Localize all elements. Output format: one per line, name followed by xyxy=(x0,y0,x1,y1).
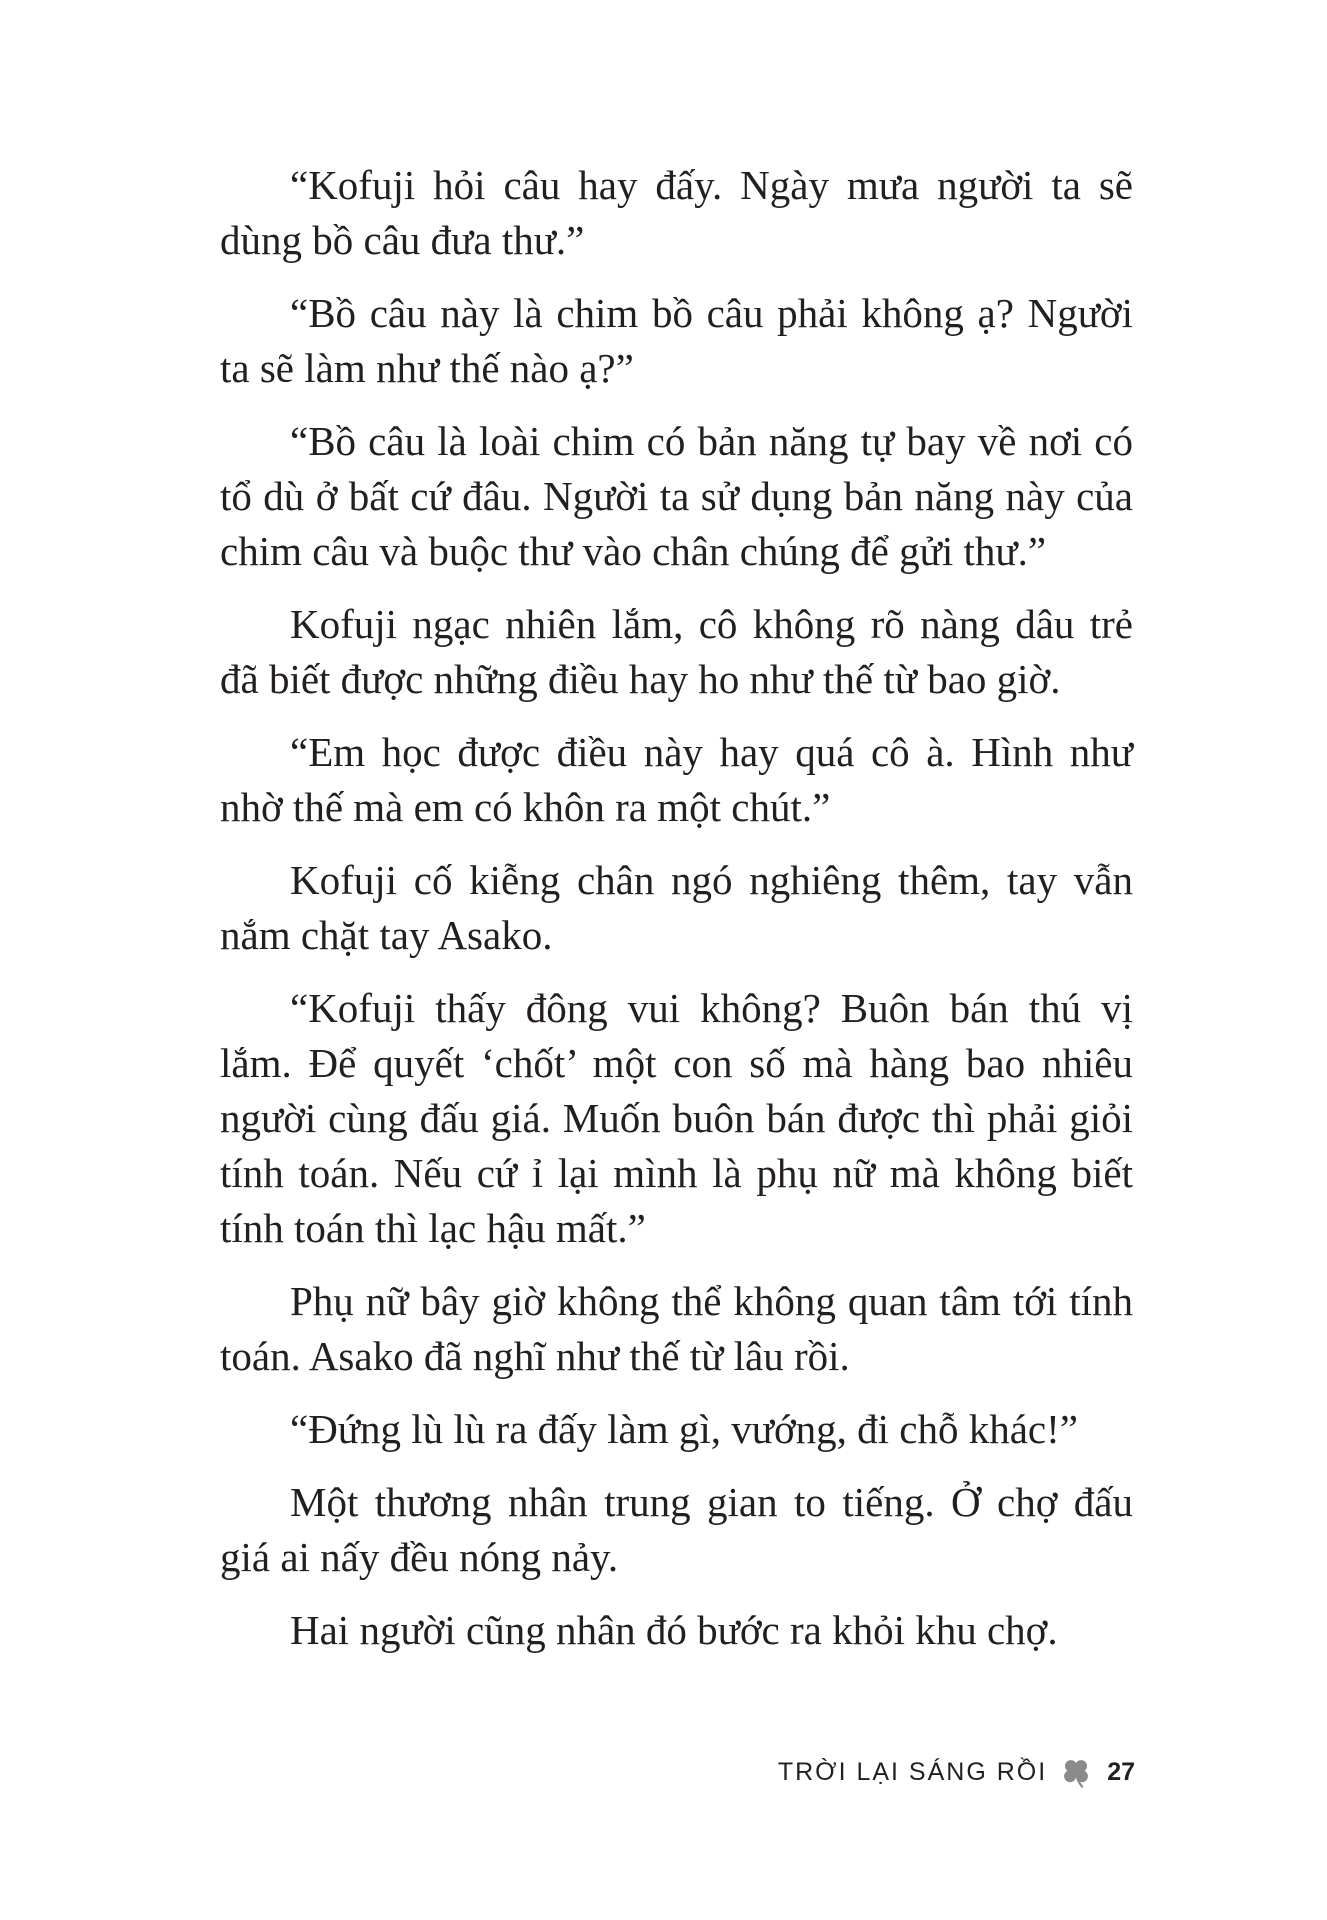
paragraph: “Bồ câu là loài chim có bản năng tự bay về nơi có tổ dù ở bất cứ đâu. Người ta sử dụng bản năng này của chim câu và buộc thư vào chân chúng để gửi thư.” xyxy=(220,418,1133,574)
page-footer xyxy=(778,1755,1135,1789)
clover-icon xyxy=(1059,1755,1093,1789)
page-number: 27 xyxy=(1107,1757,1135,1786)
paragraph: “Kofuji hỏi câu hay đấy. Ngày mưa người ta sẽ dùng bồ câu đưa thư.” xyxy=(220,162,1133,263)
paragraph: “Kofuji thấy đông vui không? Buôn bán thú vị lắm. Để quyết ‘chốt’ một con số mà hàng bao nhiêu người cùng đấu giá. Muốn buôn bán được thì phải giỏi tính toán. Nếu cứ ỉ lại mình là phụ nữ mà không biết tính toán thì lạc hậu mất.” xyxy=(220,985,1133,1251)
paragraph: Kofuji ngạc nhiên lắm, cô không rõ nàng dâu trẻ đã biết được những điều hay ho như thế từ bao giờ. xyxy=(220,601,1133,702)
paragraph: “Em học được điều này hay quá cô à. Hình như nhờ thế mà em có khôn ra một chút.” xyxy=(220,729,1133,830)
paragraph: Kofuji cố kiễng chân ngó nghiêng thêm, tay vẫn nắm chặt tay Asako. xyxy=(220,857,1133,958)
paragraph: “Đứng lù lù ra đấy làm gì, vướng, đi chỗ khác!” xyxy=(290,1406,1078,1452)
paragraph: “Bồ câu này là chim bồ câu phải không ạ? Người ta sẽ làm như thế nào ạ?” xyxy=(220,290,1133,391)
paragraph: Hai người cũng nhân đó bước ra khỏi khu chợ. xyxy=(290,1607,1058,1653)
body-text xyxy=(220,158,1133,1676)
running-title: TRỜI LẠI SÁNG RỒI xyxy=(777,1757,1048,1786)
paragraph: Một thương nhân trung gian to tiếng. Ở chợ đấu giá ai nấy đều nóng nảy. xyxy=(220,1479,1133,1580)
paragraph: Phụ nữ bây giờ không thể không quan tâm tới tính toán. Asako đã nghĩ như thế từ lâu rồi. xyxy=(220,1278,1133,1379)
